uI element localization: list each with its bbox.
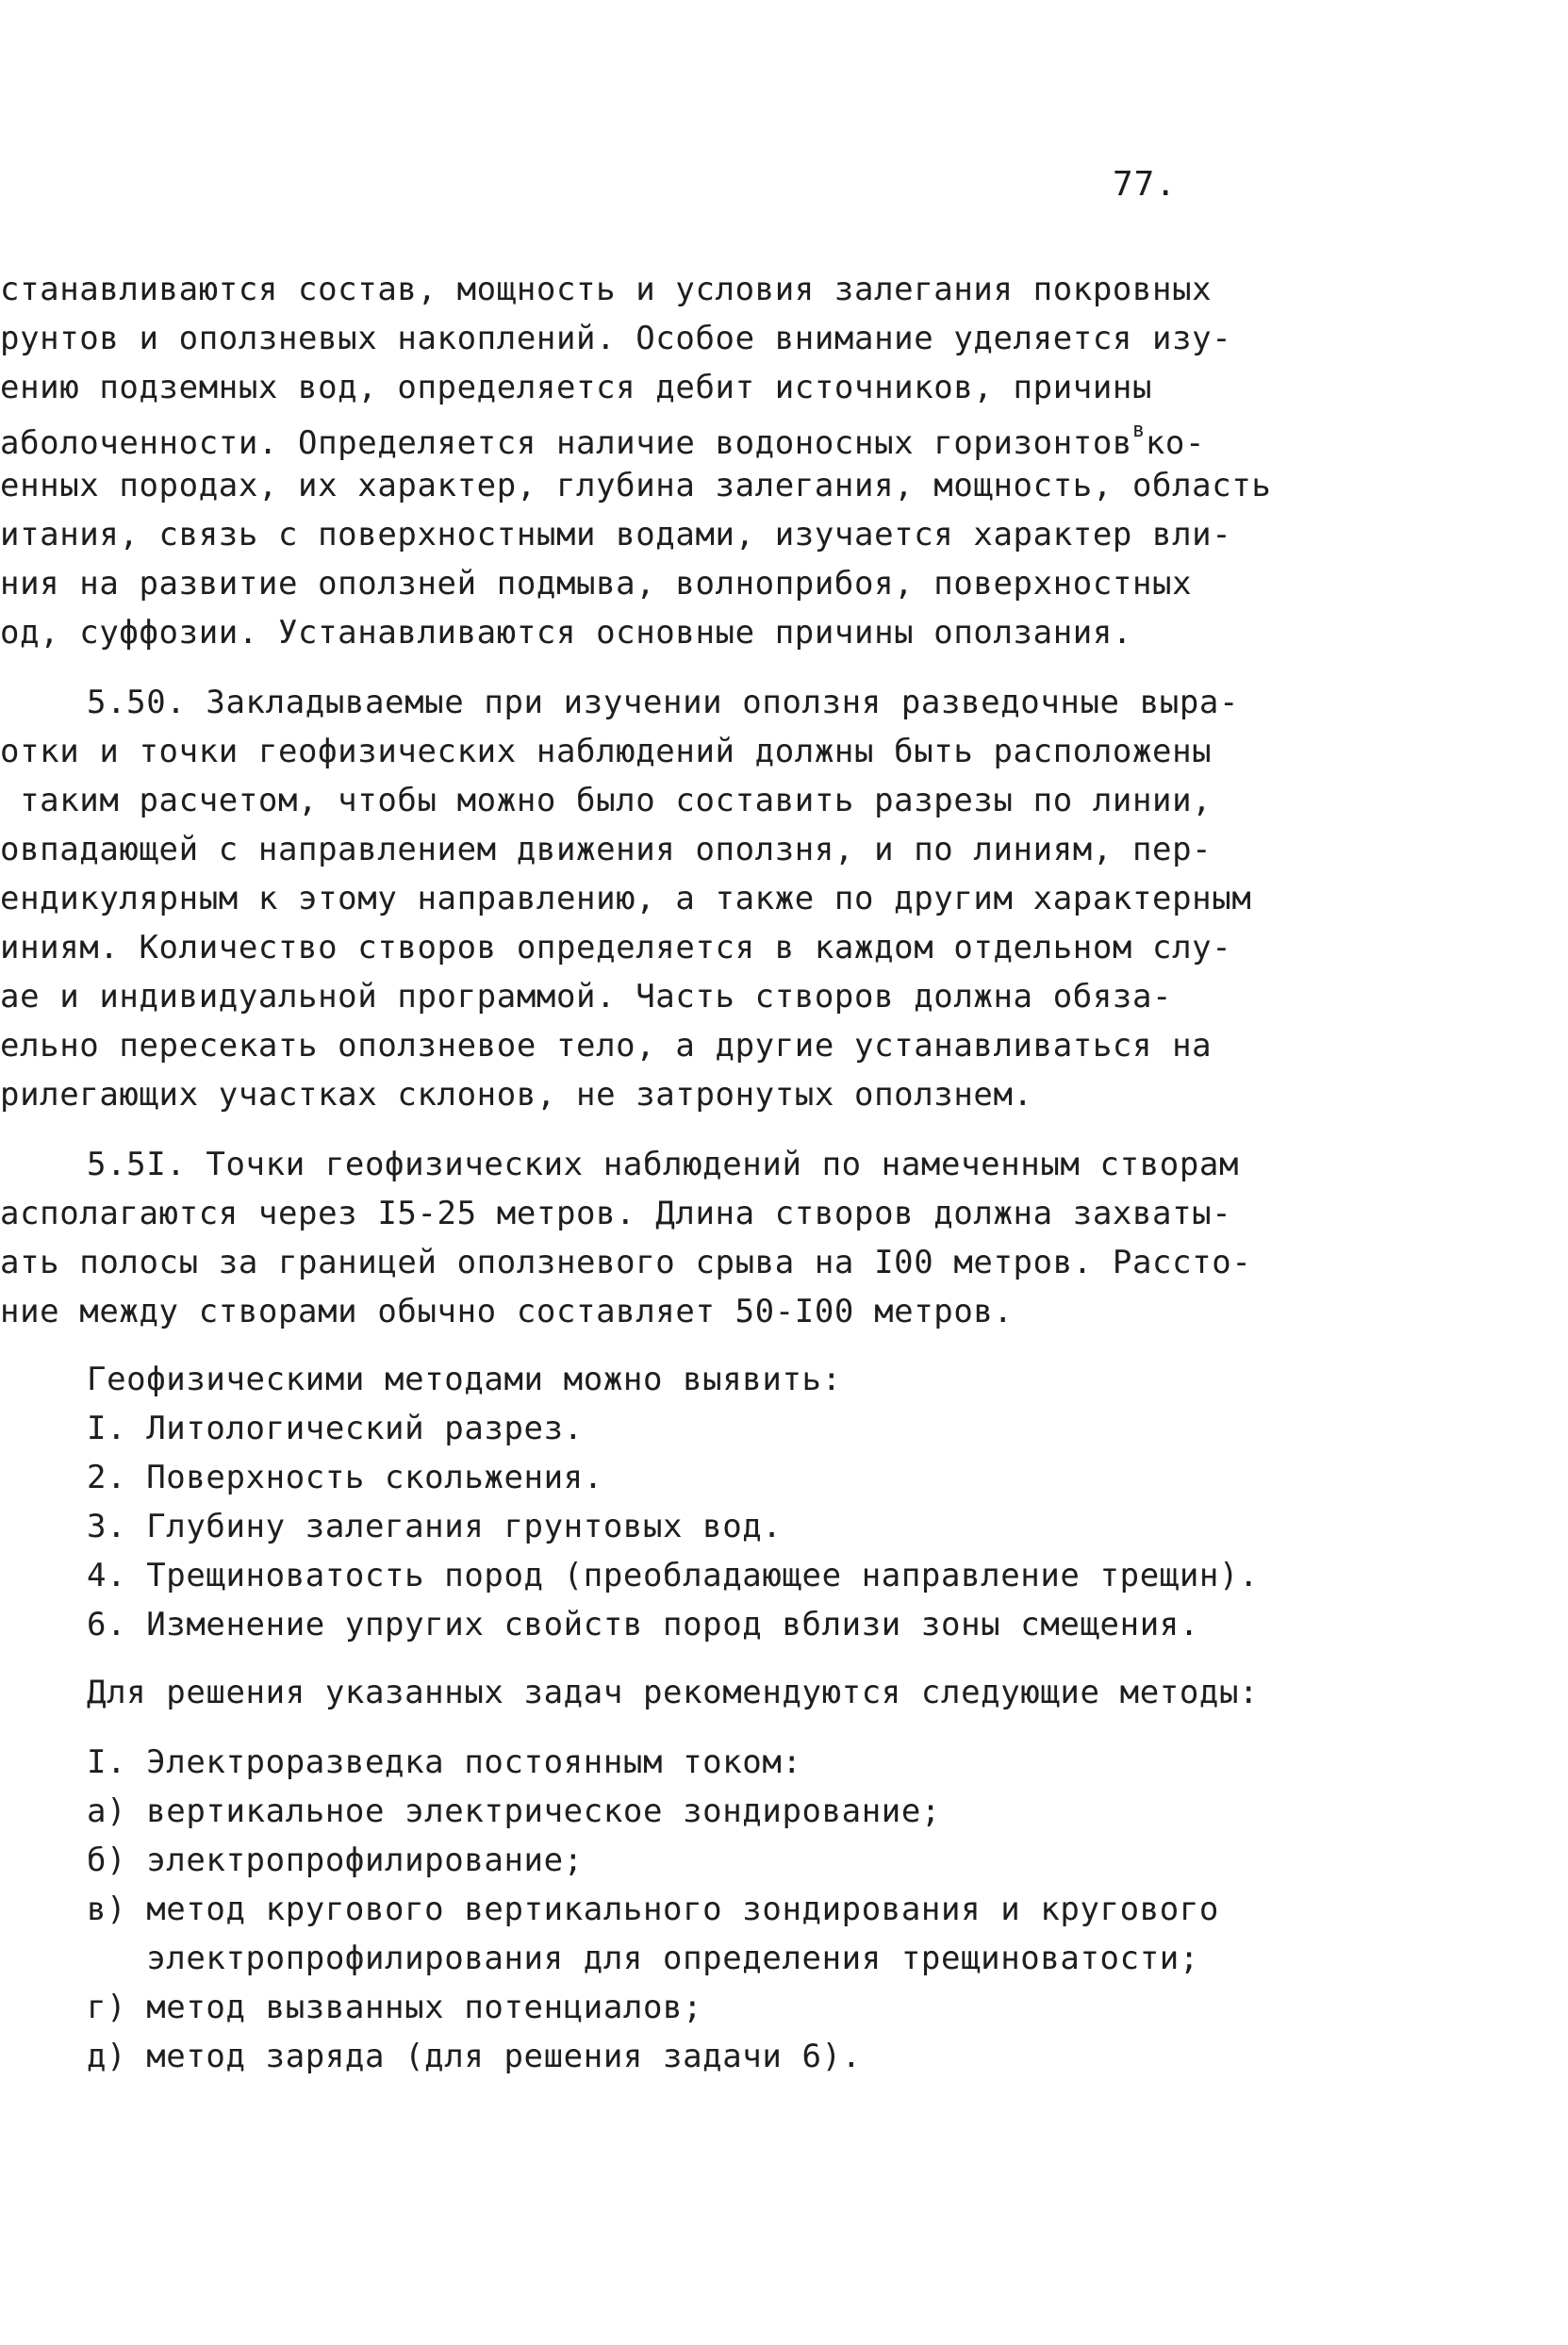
list-item: 2. Поверхность скольжения. bbox=[87, 1459, 603, 1496]
list-item: а) вертикальное электрическое зондирование; bbox=[87, 1792, 941, 1830]
superscript-insertion: в bbox=[1131, 419, 1146, 442]
paragraph-line: од, суффозии. Устанавливаются основные причины оползания. bbox=[0, 614, 1132, 652]
paragraph-line: ния на развитие оползней подмыва, волноприбоя, поверхностных bbox=[0, 565, 1193, 603]
paragraph-line: рунтов и оползневых накоплений. Особое внимание уделяется изу- bbox=[0, 320, 1232, 357]
paragraph-line: ельно пересекать оползневое тело, а другие устанавливаться на bbox=[0, 1027, 1213, 1065]
paragraph-line-text: аболоченности. Определяется наличие водоносных горизонтов bbox=[0, 424, 1132, 462]
list-item: б) электропрофилирование; bbox=[87, 1841, 584, 1879]
paragraph-line: ению подземных вод, определяется дебит источников, причины bbox=[0, 369, 1153, 406]
list-intro: Геофизическими методами можно выявить: bbox=[87, 1361, 842, 1398]
page-number: 77. bbox=[1113, 165, 1178, 204]
list-intro: Для решения указанных задач рекомендуются следующие методы: bbox=[87, 1674, 1260, 1711]
list-item: I. Электроразведка постоянным током: bbox=[87, 1743, 802, 1781]
list-item: г) метод вызванных потенциалов; bbox=[87, 1989, 703, 2026]
paragraph-line: енных породах, их характер, глубина залегания, мощность, область bbox=[0, 467, 1272, 504]
paragraph-line: рилегающих участках склонов, не затронутых оползнем. bbox=[0, 1076, 1033, 1114]
paragraph-line-tail: ко- bbox=[1145, 424, 1206, 462]
list-item: 6. Изменение упругих свойств пород вблизи зоны смещения. bbox=[87, 1606, 1199, 1643]
list-item: электропрофилирования для определения трещиноватости; bbox=[87, 1940, 1199, 1977]
paragraph-line bbox=[0, 419, 1206, 462]
list-item: 4. Трещиноватость пород (преобладающее направление трещин). bbox=[87, 1557, 1260, 1594]
list-item: д) метод заряда (для решения задачи 6). bbox=[87, 2038, 862, 2075]
paragraph-line: отки и точки геофизических наблюдений должны быть расположены bbox=[0, 733, 1213, 770]
paragraph-line: ае и индивидуальной программой. Часть створов должна обяза- bbox=[0, 978, 1173, 1016]
paragraph-line: 5.5I. Точки геофизических наблюдений по намеченным створам bbox=[87, 1146, 1240, 1183]
list-item: в) метод кругового вертикального зондирования и кругового bbox=[87, 1891, 1219, 1928]
paragraph-line: ние между створами обычно составляет 50-I00 метров. bbox=[0, 1293, 1014, 1330]
paragraph-line: ендикулярным к этому направлению, а также по другим характерным bbox=[0, 880, 1252, 917]
paragraph-line: овпадающей с направлением движения оползня, и по линиям, пер- bbox=[0, 831, 1213, 868]
list-item: I. Литологический разрез. bbox=[87, 1410, 584, 1447]
paragraph-line: 5.50. Закладываемые при изучении оползня разведочные выра- bbox=[87, 684, 1240, 721]
paragraph-line: асполагаются через I5-25 метров. Длина створов должна захваты- bbox=[0, 1195, 1232, 1232]
paragraph-line: итания, связь с поверхностными водами, изучается характер вли- bbox=[0, 516, 1232, 553]
paragraph-line: станавливаются состав, мощность и условия залегания покровных bbox=[0, 271, 1213, 308]
paragraph-line: таким расчетом, чтобы можно было составить разрезы по линии, bbox=[0, 782, 1213, 819]
paragraph-line: ать полосы за границей оползневого срыва на I00 метров. Рассто- bbox=[0, 1244, 1252, 1281]
paragraph-line: иниям. Количество створов определяется в каждом отдельном слу- bbox=[0, 929, 1232, 966]
list-item: 3. Глубину залегания грунтовых вод. bbox=[87, 1508, 783, 1545]
